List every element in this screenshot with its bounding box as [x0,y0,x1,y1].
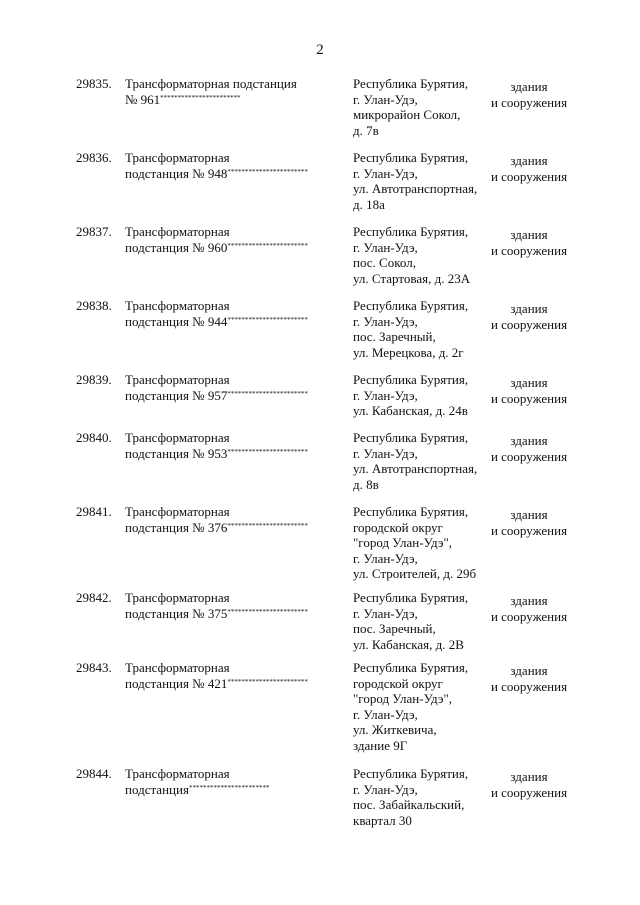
entry-name [125,150,345,181]
entry-name-line [125,372,345,388]
entry-name-text: подстанция № 948 [125,165,228,181]
entry-name-text: подстанция № 375 [125,605,228,621]
address-line: Республика Бурятия, [353,766,469,781]
entry-name-text: Трансформаторная [125,504,230,519]
category-line: здания [510,301,548,316]
entry-address [353,150,493,212]
address-line: пос. Заречный, [353,621,436,636]
address-line: Республика Бурятия, [353,224,469,239]
entry-name-text: Трансформаторная [125,372,230,387]
entry-name-line [125,782,345,798]
category-line: и сооружения [490,448,568,464]
entry-category [488,433,570,464]
address-line: г. Улан-Удэ, [353,605,418,621]
entry-name-text: Трансформаторная [125,590,230,605]
redaction-stars: *********************** [227,389,308,398]
redaction-stars: *********************** [227,167,308,176]
address-line: г. Улан-Удэ, [353,706,418,722]
entry-name-line [125,590,345,606]
category-line: здания [510,593,548,608]
entry-name [125,660,345,691]
category-line: здания [510,227,548,242]
address-line: здание 9Г [353,737,408,753]
entry-name-line [125,676,345,692]
address-line: г. Улан-Удэ, [353,550,418,566]
category-line: здания [510,663,548,678]
address-line: ул. Автотранспортная, [353,461,478,476]
address-line: пос. Заречный, [353,329,436,344]
entry-name-line [125,606,345,622]
entry-name-text: № 961 [125,91,161,107]
entry-name-line [125,430,345,446]
address-line: Республика Бурятия, [353,430,469,445]
address-line: ул. Кабанская, д. 2В [353,636,464,652]
redaction-stars: *********************** [227,607,308,616]
address-line: городской округ [353,675,443,691]
entry-name-text: подстанция № 957 [125,387,228,403]
entry-name-line [125,446,345,462]
entry-address [353,660,493,753]
page-number: 2 [316,42,324,58]
category-line: здания [510,79,548,94]
category-line: и сооружения [490,316,568,332]
address-line: ул. Кабанская, д. 24в [353,403,468,418]
address-line: ул. Строителей, д. 29б [353,566,477,581]
address-line: "город Улан-Удэ", [353,691,453,706]
address-line: д. 18а [353,196,385,212]
entry-address [353,76,493,138]
category-line: здания [510,153,548,168]
redaction-stars: *********************** [227,447,308,456]
entry-category [488,79,570,110]
entry-name [125,590,345,621]
address-line: Республика Бурятия, [353,590,469,605]
address-line: г. Улан-Удэ, [353,445,418,461]
entry-number: 29841. [76,504,112,519]
redaction-stars: *********************** [160,93,241,102]
address-line: Республика Бурятия, [353,150,469,165]
category-line: и сооружения [490,390,568,406]
entry-category [488,227,570,258]
entry-name-text: подстанция [125,781,189,797]
entry-name-line [125,166,345,182]
entry-name-text: Трансформаторная [125,298,230,313]
entry-name-line [125,240,345,256]
address-line: г. Улан-Удэ, [353,313,418,329]
entry-name-text: подстанция № 376 [125,519,228,535]
address-line: г. Улан-Удэ, [353,91,418,107]
entry-name-text: Трансформаторная [125,150,230,165]
category-line: и сооружения [490,242,568,258]
address-line: г. Улан-Удэ, [353,165,418,181]
redaction-stars: *********************** [227,315,308,324]
address-line: г. Улан-Удэ, [353,239,418,255]
entry-category [488,663,570,694]
entry-category [488,153,570,184]
entry-address [353,298,493,360]
entry-address [353,372,493,419]
entry-address [353,430,493,492]
entry-name-line [125,314,345,330]
address-line: Республика Бурятия, [353,298,469,313]
entry-name-line [125,504,345,520]
category-line: здания [510,375,548,390]
entry-number: 29837. [76,224,112,239]
category-line: и сооружения [490,168,568,184]
category-line: и сооружения [490,678,568,694]
entry-name [125,372,345,403]
redaction-stars: *********************** [227,241,308,250]
category-line: и сооружения [490,608,568,624]
entry-category [488,375,570,406]
category-line: и сооружения [490,94,568,110]
entry-address [353,766,493,828]
entry-category [488,301,570,332]
address-line: г. Улан-Удэ, [353,387,418,403]
entry-name [125,430,345,461]
entry-number: 29844. [76,766,112,781]
entry-number: 29836. [76,150,112,165]
entry-name-line [125,150,345,166]
entry-name-line [125,766,345,782]
entry-address [353,224,493,286]
redaction-stars: *********************** [227,677,308,686]
entry-name-text: Трансформаторная [125,430,230,445]
entry-name-line [125,660,345,676]
category-line: и сооружения [490,522,568,538]
address-line: Республика Бурятия, [353,372,469,387]
address-line: Республика Бурятия, [353,504,469,519]
address-line: пос. Сокол, [353,255,416,270]
entry-name-line [125,76,345,92]
address-line: "город Улан-Удэ", [353,535,453,550]
entry-name [125,766,345,797]
address-line: д. 7в [353,122,379,138]
category-line: здания [510,433,548,448]
entry-name-line [125,520,345,536]
entry-name-line [125,298,345,314]
entry-name-line [125,92,345,108]
entry-name-text: Трансформаторная [125,766,230,781]
entry-name-text: Трансформаторная подстанция [125,76,297,91]
redaction-stars: *********************** [188,783,270,792]
entry-number: 29842. [76,590,112,605]
address-line: пос. Забайкальский, [353,797,465,812]
entry-address [353,590,493,652]
entry-number: 29838. [76,298,112,313]
entry-name-line [125,224,345,240]
entry-name-text: подстанция № 953 [125,445,228,461]
address-line: Республика Бурятия, [353,76,469,91]
entry-name-line [125,388,345,404]
entry-name-text: Трансформаторная [125,224,230,239]
address-line: г. Улан-Удэ, [353,781,418,797]
address-line: ул. Стартовая, д. 23А [353,270,471,286]
entry-name [125,76,345,107]
entry-name [125,298,345,329]
entry-number: 29835. [76,76,112,91]
address-line: городской округ [353,519,443,535]
address-line: квартал 30 [353,812,412,828]
entry-name-text: подстанция № 960 [125,239,228,255]
address-line: Республика Бурятия, [353,660,469,675]
entry-number: 29843. [76,660,112,675]
entry-number: 29839. [76,372,112,387]
entry-name [125,504,345,535]
category-line: и сооружения [490,784,568,800]
address-line: ул. Житкевича, [353,722,437,737]
address-line: ул. Мерецкова, д. 2г [353,344,464,360]
redaction-stars: *********************** [227,521,308,530]
entry-name-text: подстанция № 944 [125,313,228,329]
category-line: здания [510,769,548,784]
entry-address [353,504,493,582]
address-line: ул. Автотранспортная, [353,181,478,196]
entry-name-text: Трансформаторная [125,660,230,675]
entry-category [488,769,570,800]
entry-name-text: подстанция № 421 [125,675,228,691]
entry-name [125,224,345,255]
address-line: д. 8в [353,476,379,492]
entry-number: 29840. [76,430,112,445]
category-line: здания [510,507,548,522]
address-line: микрорайон Сокол, [353,107,461,122]
entry-category [488,507,570,538]
entry-category [488,593,570,624]
